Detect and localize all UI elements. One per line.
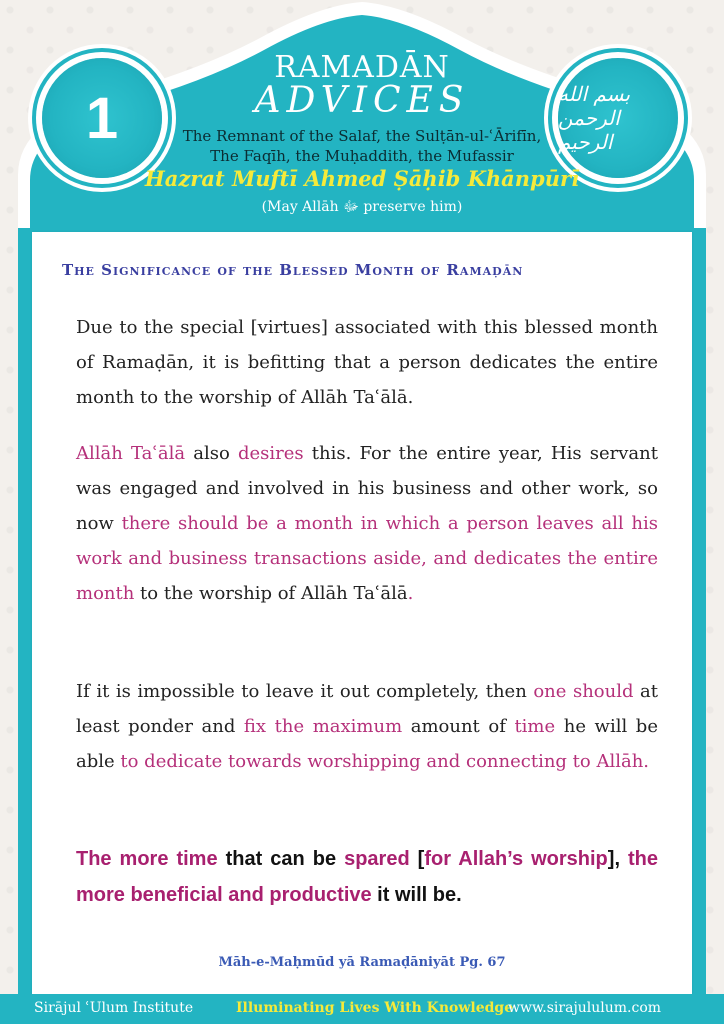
highlight-text: time: [514, 716, 556, 737]
calligraphy-text: بسم الله الرحمن الرحيم: [558, 82, 631, 154]
highlight-text: .: [407, 583, 414, 604]
advice-number: 1: [85, 85, 119, 151]
source-citation: Māh-e-Maḥmūd yā Ramaḍāniyāt Pg. 67: [218, 955, 506, 970]
scholar-name: Hazrat Muftī Ahmed Ṣāḥib Khānpūrī: [144, 166, 580, 191]
footer-institute: Sirājul ʿUlum Institute: [34, 1000, 194, 1016]
highlight-text: spared: [344, 848, 410, 870]
footer-bar: [0, 994, 724, 1024]
title-advices: ADVICES: [254, 80, 470, 121]
body-text: that can be: [217, 848, 345, 870]
highlight-text: Allāh Taʿālā: [76, 443, 186, 464]
highlight-text: one should: [533, 681, 634, 702]
highlight-text: there should be a month in which a person leaves all his work and business transactions aside, and dedicates the entire month: [76, 513, 658, 604]
footer-tagline: Illuminating Lives With Knowledge: [236, 1000, 514, 1016]
scholar-epithet-line2: The Faqīh, the Muḥaddith, the Mufassir: [210, 147, 514, 165]
scholar-epithet-line1: The Remnant of the Salaf, the Sulṭān-ul-ʿĀrifīn,: [182, 127, 542, 145]
body-text: If it is impossible to leave it out completely, then: [76, 681, 534, 702]
paragraph-2: [76, 436, 658, 611]
paragraph-1: Due to the special [virtues] associated with this blessed month of Ramaḍān, it is befitting that a person dedicates the entire month to the worship of Allāh Taʿālā.: [76, 317, 658, 408]
article-heading: The Significance of the Blessed Month of Ramaḍān: [62, 261, 524, 279]
highlight-text: to dedicate towards worshipping and connecting to Allāh.: [120, 751, 650, 772]
highlight-text: desires: [237, 443, 304, 464]
frame-right-border: [692, 228, 706, 994]
body-text: it will be.: [371, 884, 462, 906]
body-text: [: [409, 848, 425, 870]
body-text: to the worship of Allāh Taʿālā: [134, 583, 408, 604]
body-text: amount of: [402, 716, 515, 737]
frame-left-border: [18, 228, 32, 994]
body-text: also: [185, 443, 238, 464]
prayer-line: (May Allāh ﷻ preserve him): [261, 199, 463, 215]
body-text: he will be able: [76, 716, 658, 772]
footer-website-link[interactable]: www.sirajululum.com: [508, 1000, 662, 1016]
body-text: ],: [607, 848, 628, 870]
body-text: this. For the entire year, His servant was engaged and involved in his business and other work, so now: [76, 443, 658, 534]
emphasis-paragraph: [76, 841, 658, 913]
body-text: at least ponder and: [76, 681, 659, 737]
paragraph-3: [76, 674, 658, 779]
highlight-text: fix the maximum: [243, 716, 403, 737]
highlight-text: the more beneficial and productive: [76, 848, 658, 906]
highlight-text: The more time: [76, 848, 218, 870]
title-ramadan: RAMADĀN: [274, 50, 450, 85]
highlight-text: for Allah’s worship: [424, 848, 608, 870]
